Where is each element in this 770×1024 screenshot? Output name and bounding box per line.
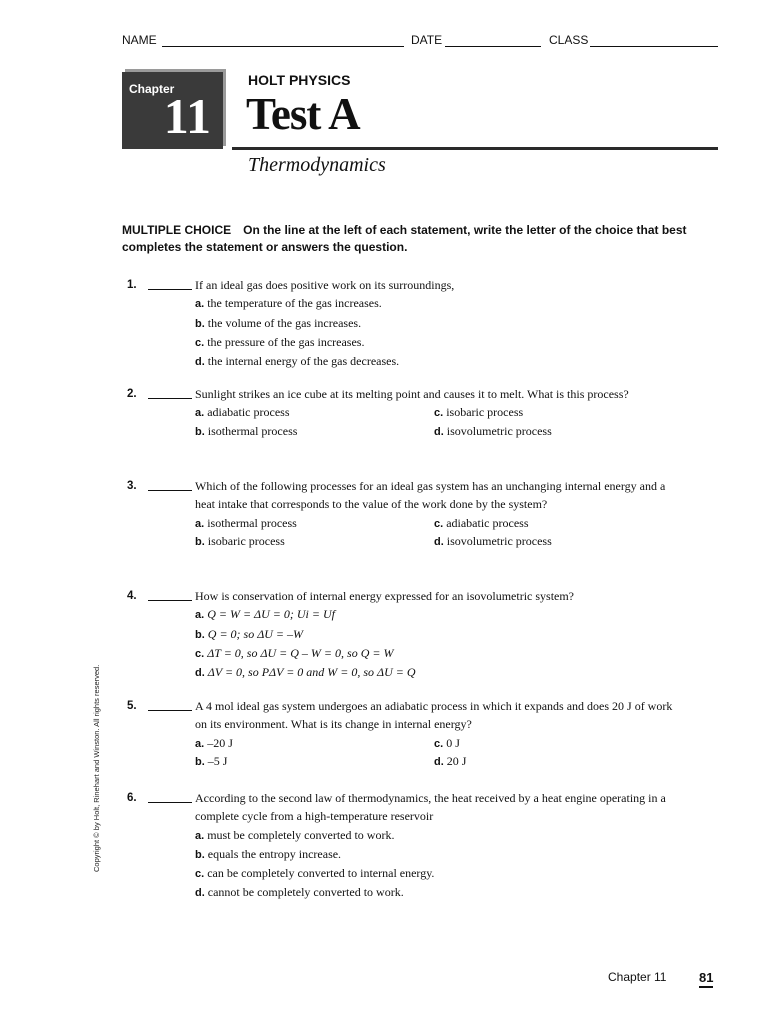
chapter-word: Chapter <box>129 82 175 96</box>
instructions <box>122 222 718 256</box>
option-a: a. must be completely converted to work. <box>195 827 395 842</box>
test-title: Test A <box>246 89 360 139</box>
answer-blank[interactable] <box>148 398 192 399</box>
answer-blank[interactable] <box>148 289 192 290</box>
answer-blank[interactable] <box>148 490 192 491</box>
question-number: 5. <box>127 700 137 712</box>
question-stem: If an ideal gas does positive work on its surroundings, <box>195 278 455 292</box>
option-c: c. adiabatic process <box>434 515 529 530</box>
option-a: a. the temperature of the gas increases. <box>195 296 382 311</box>
option-a: a. adiabatic process <box>195 405 290 420</box>
question-number: 3. <box>127 480 137 492</box>
question-stem: A 4 mol ideal gas system undergoes an adiabatic process in which it expands and does 20 J of work on its environment. What is its change in internal energy? <box>195 699 673 732</box>
option-a: a. isothermal process <box>195 515 297 530</box>
question-stem: Sunlight strikes an ice cube at its melting point and causes it to melt. What is this process? <box>195 387 629 401</box>
footer-chapter: Chapter 11 <box>608 970 667 984</box>
question-stem: Which of the following processes for an ideal gas system has an unchanging internal energy and a heat intake that corresponds to the value of the work done by the system? <box>195 479 666 512</box>
question-number: 6. <box>127 792 137 804</box>
option-a: a. –20 J <box>195 735 233 750</box>
question-number: 4. <box>127 590 137 602</box>
option-d: d. ΔV = 0, so PΔV = 0 and W = 0, so ΔU = Q <box>195 665 416 680</box>
answer-blank[interactable] <box>148 600 192 601</box>
instructions-heading: MULTIPLE CHOICE <box>122 223 232 237</box>
title-divider <box>232 147 718 150</box>
date-field[interactable] <box>445 46 541 47</box>
option-d: d. isovolumetric process <box>434 533 552 548</box>
course-name: HOLT PHYSICS <box>248 72 351 88</box>
option-b: b. isothermal process <box>195 423 298 438</box>
option-d: d. isovolumetric process <box>434 423 552 438</box>
class-field[interactable] <box>590 46 718 47</box>
instructions-text: On the line at the left of each statement, write the letter of the choice that best completes the statement or answers the question. <box>122 223 687 254</box>
question-4 <box>122 587 682 682</box>
question-3 <box>122 477 682 550</box>
chapter-number: 11 <box>163 88 211 144</box>
option-d: d. cannot be completely converted to work. <box>195 885 404 900</box>
test-subtitle: Thermodynamics <box>248 154 386 176</box>
question-1 <box>122 276 682 371</box>
option-c: c. 0 J <box>434 735 460 750</box>
answer-blank[interactable] <box>148 802 192 803</box>
question-number: 1. <box>127 279 137 291</box>
option-d: d. the internal energy of the gas decreases. <box>195 354 400 369</box>
option-b: b. equals the entropy increase. <box>195 846 342 861</box>
name-field[interactable] <box>162 46 404 47</box>
option-b: b. –5 J <box>195 753 228 768</box>
name-label: NAME <box>122 33 157 47</box>
option-c: c. ΔT = 0, so ΔU = Q – W = 0, so Q = W <box>195 645 394 660</box>
option-d: d. 20 J <box>434 753 467 768</box>
question-stem: According to the second law of thermodynamics, the heat received by a heat engine operating in a complete cycle from a high-temperature reservoir <box>195 791 666 824</box>
page-number: 81 <box>699 970 713 988</box>
question-stem: How is conservation of internal energy expressed for an isovolumetric system? <box>195 589 575 603</box>
question-6 <box>122 789 682 903</box>
option-c: c. isobaric process <box>434 405 524 420</box>
option-c: c. the pressure of the gas increases. <box>195 334 365 349</box>
option-c: c. can be completely converted to internal energy. <box>195 866 435 881</box>
question-5 <box>122 697 682 770</box>
answer-blank[interactable] <box>148 710 192 711</box>
option-b: b. isobaric process <box>195 533 285 548</box>
chapter-badge <box>122 72 223 149</box>
option-b: b. the volume of the gas increases. <box>195 315 362 330</box>
copyright-notice: Copyright © by Holt, Rinehart and Winston. All rights reserved. <box>92 664 101 872</box>
option-b: b. Q = 0; so ΔU = –W <box>195 626 304 641</box>
class-label: CLASS <box>549 33 589 47</box>
question-number: 2. <box>127 388 137 400</box>
question-2 <box>122 385 682 440</box>
student-info-row <box>122 33 718 51</box>
date-label: DATE <box>411 33 443 47</box>
option-a: a. Q = W = ΔU = 0; Ui = Uf <box>195 607 335 622</box>
